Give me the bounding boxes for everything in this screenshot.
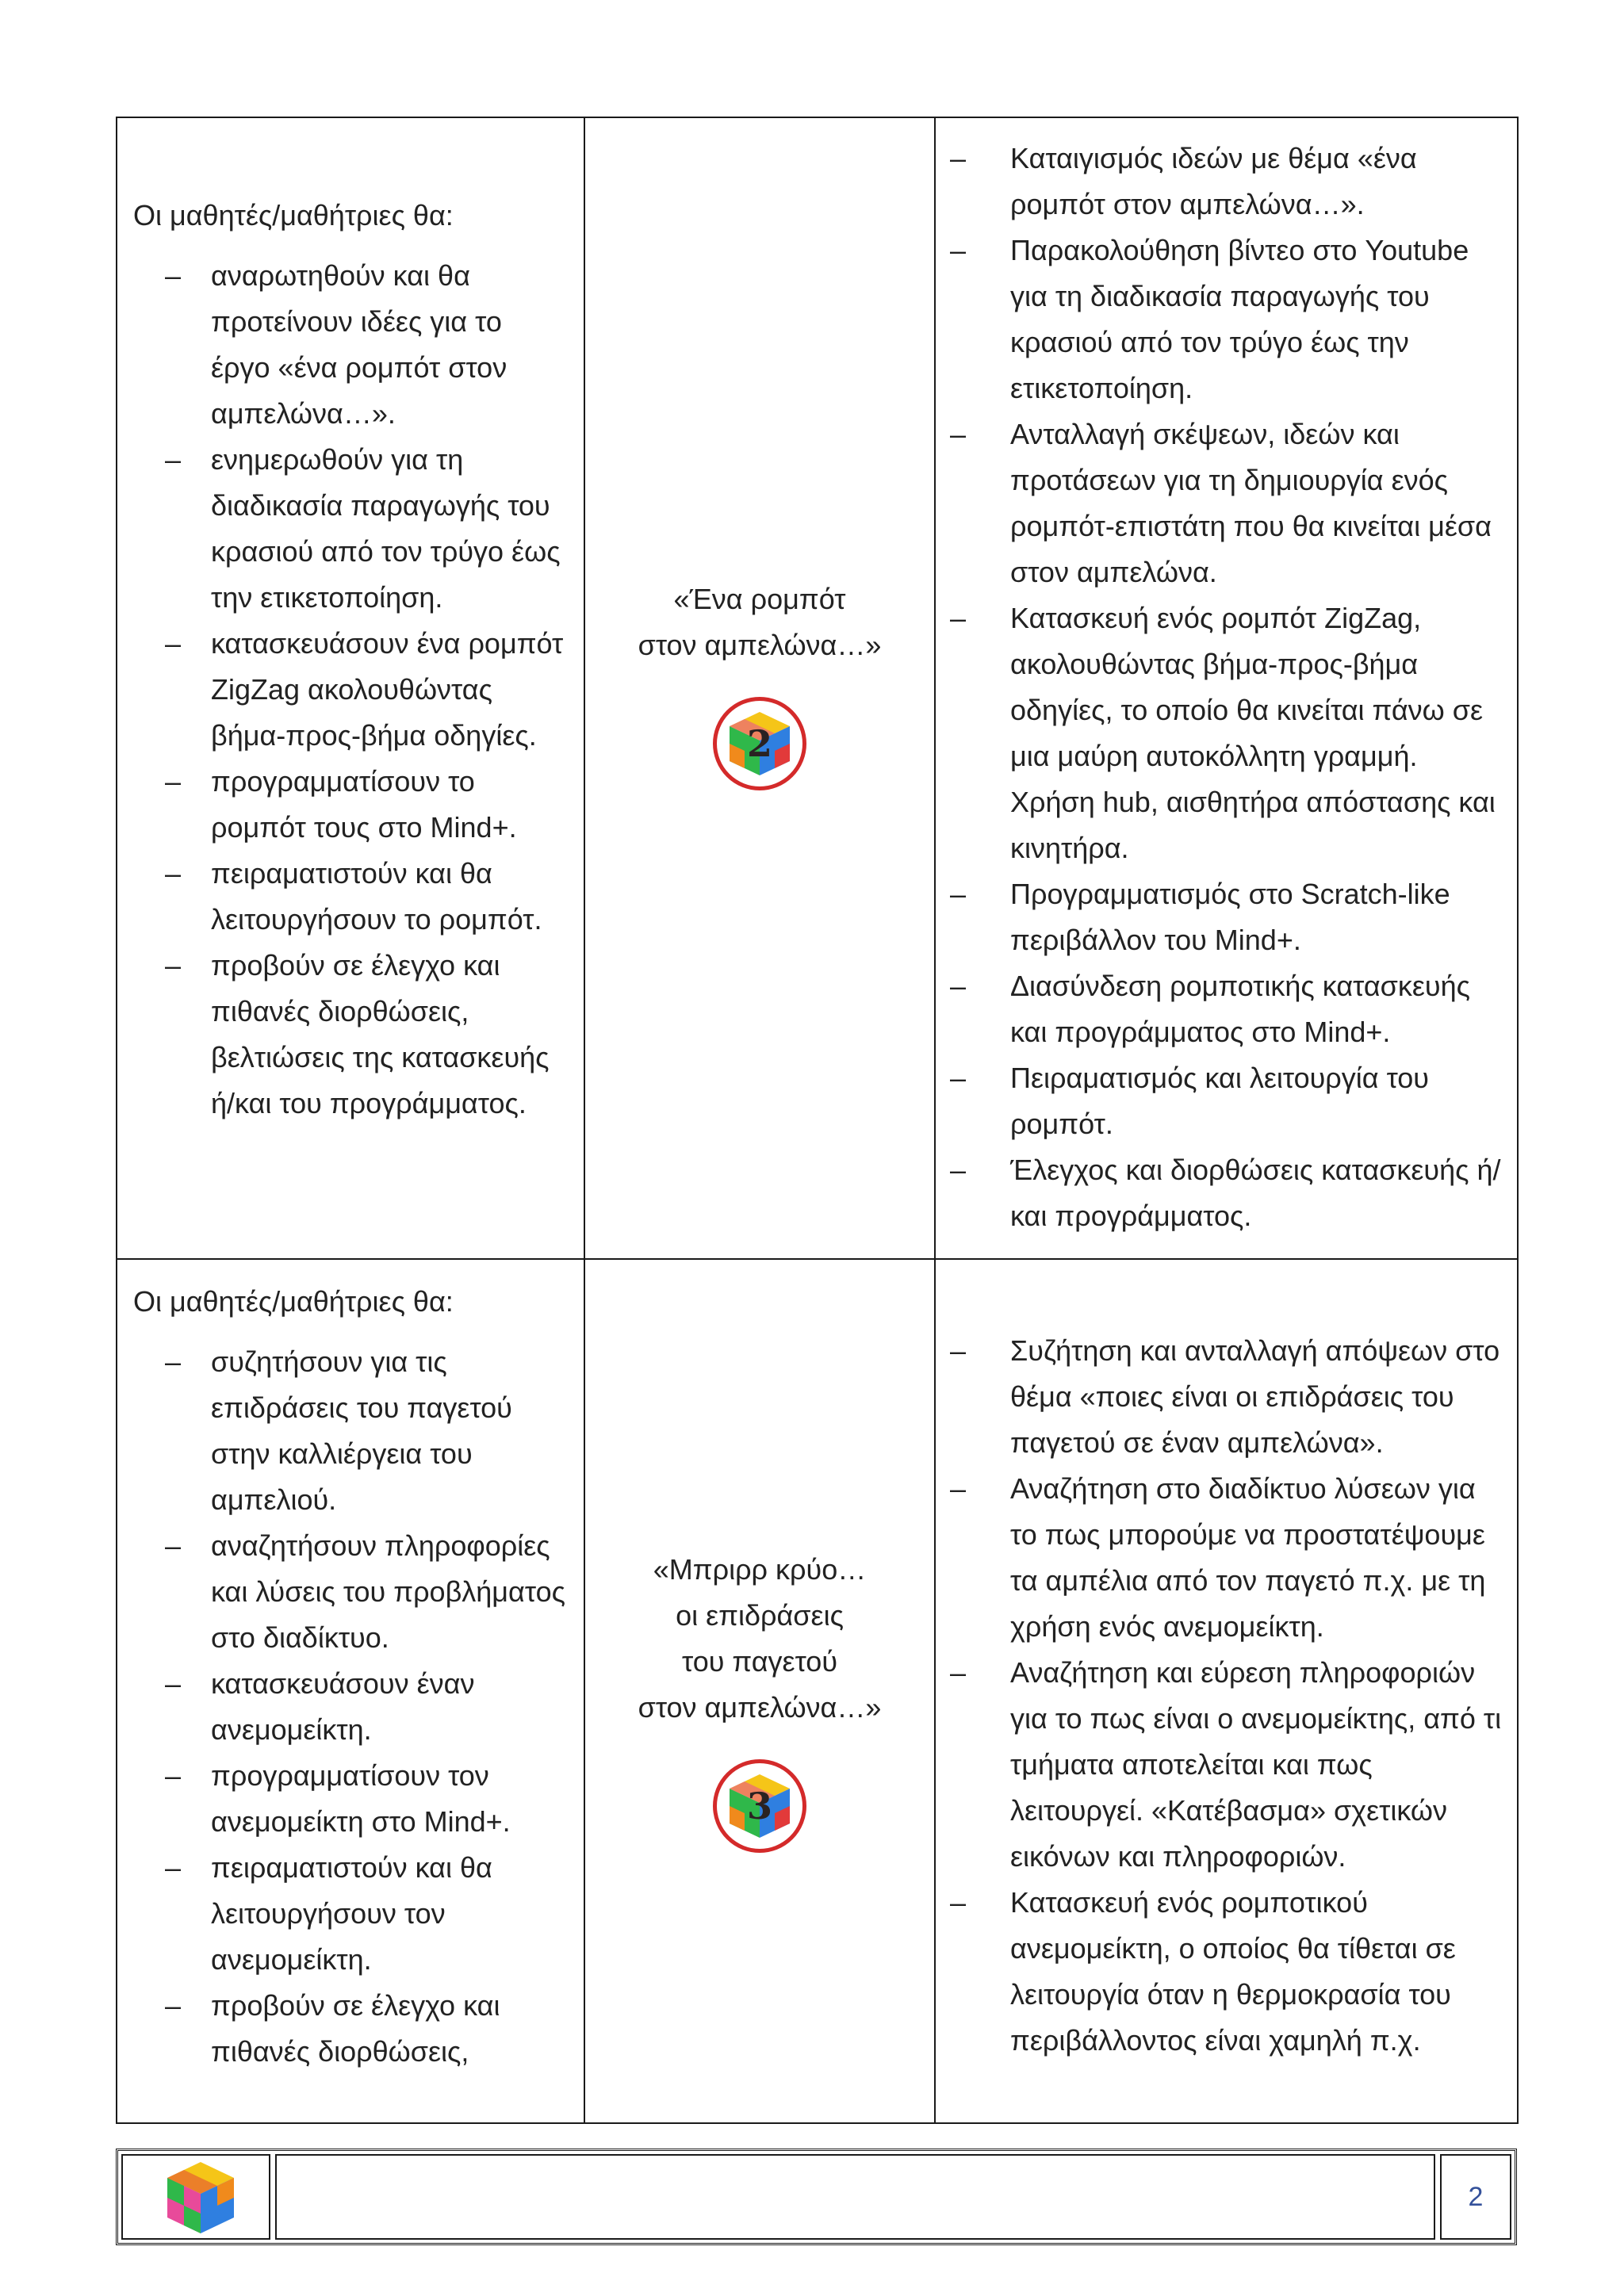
list-item: – Παρακολούθηση βίντεο στο Youtube για τη διαδικασία παραγωγής του κρασιού από τον τρύγο έως την ετικετοποίηση.	[950, 228, 1507, 411]
list-item: – Έλεγχος και διορθώσεις κατασκευής ή/και προγράμματος.	[950, 1147, 1507, 1239]
list-item: – προβούν σε έλεγχο και πιθανές διορθώσεις,	[165, 1983, 568, 2075]
list-item: – συζητήσουν για τις επιδράσεις του παγετού στην καλλιέργεια του αμπελιού.	[165, 1339, 568, 1523]
activity-title-line: στον αμπελώνα…»	[638, 1691, 882, 1724]
list-item: – Κατασκευή ενός ρομπότ ZigZag, ακολουθώντας βήμα-προς-βήμα οδηγίες, το οποίο θα κινείται πάνω σε μια μαύρη αυτοκόλλητη γραμμή. Χρήση hub, αισθητήρα απόστασης και κινητήρα.	[950, 595, 1507, 871]
badge-number: 3	[746, 1785, 772, 1827]
list-item: – προβούν σε έλεγχο και πιθανές διορθώσεις, βελτιώσεις της κατασκευής ή/και του προγράμματος.	[165, 943, 568, 1127]
list-item: – Ανταλλαγή σκέψεων, ιδεών και προτάσεων για τη δημιουργία ενός ρομπότ-επιστάτη που θα κινείται μέσα στον αμπελώνα.	[950, 411, 1507, 595]
page-number: 2	[1440, 2154, 1511, 2240]
footer-middle-box	[275, 2154, 1435, 2240]
list-item: – αναρωτηθούν και θα προτείνουν ιδέες για το έργο «ένα ρομπότ στον αμπελώνα…».	[165, 253, 568, 437]
activities-list	[950, 1328, 1507, 2064]
list-item: – Αναζήτηση και εύρεση πληροφοριών για το πως είναι ο ανεμομείκτης, από τι τμήματα αποτελείται και πως λειτουργεί. «Κατέβασμα» σχετικών εικόνων και πληροφοριών.	[950, 1650, 1507, 1880]
table-row	[117, 117, 1518, 1259]
objectives-list	[133, 253, 568, 1127]
list-item: – αναζητήσουν πληροφορίες και λύσεις του προβλήματος στο διαδίκτυο.	[165, 1523, 568, 1661]
lesson-plan-table	[116, 117, 1519, 2124]
list-item: – Συζήτηση και ανταλλαγή απόψεων στο θέμα «ποιες είναι οι επιδράσεις του παγετού σε έναν αμπελώνα».	[950, 1328, 1507, 1466]
activity-number-badge	[713, 697, 806, 790]
activity-title-line: οι επιδράσεις	[676, 1599, 844, 1632]
activity-title-cell	[584, 117, 935, 1259]
objectives-cell	[117, 117, 584, 1259]
page-footer	[116, 2149, 1517, 2245]
objectives-list	[133, 1339, 568, 2075]
list-item: – κατασκευάσουν έναν ανεμομείκτη.	[165, 1661, 568, 1753]
footer-logo-box	[121, 2154, 270, 2240]
activities-cell	[935, 1259, 1518, 2123]
list-item: – πειραματιστούν και θα λειτουργήσουν το ρομπότ.	[165, 851, 568, 943]
list-item: – προγραμματίσουν το ρομπότ τους στο Mind+.	[165, 759, 568, 851]
objectives-lead: Οι μαθητές/μαθήτριες θα:	[133, 1285, 454, 1318]
activity-title-line: «Ένα ρομπότ	[673, 583, 846, 615]
activity-number-badge	[713, 1759, 806, 1853]
list-item: – κατασκευάσουν ένα ρομπότ ZigZag ακολουθώντας βήμα-προς-βήμα οδηγίες.	[165, 621, 568, 759]
list-item: – πειραματιστούν και θα λειτουργήσουν τον ανεμομείκτη.	[165, 1845, 568, 1983]
activities-list	[950, 136, 1507, 1239]
badge-number: 2	[746, 722, 772, 765]
objectives-lead: Οι μαθητές/μαθήτριες θα:	[133, 199, 454, 232]
list-item: – ενημερωθούν για τη διαδικασία παραγωγής του κρασιού από τον τρύγο έως την ετικετοποίηση.	[165, 437, 568, 621]
list-item: – Διασύνδεση ρομποτικής κατασκευής και προγράμματος στο Mind+.	[950, 963, 1507, 1055]
activity-title-cell	[584, 1259, 935, 2123]
list-item: – προγραμματίσουν τον ανεμομείκτη στο Mind+.	[165, 1753, 568, 1845]
rubiks-cube-logo-icon	[163, 2159, 239, 2237]
list-item: – Καταιγισμός ιδεών με θέμα «ένα ρομπότ στον αμπελώνα…».	[950, 136, 1507, 228]
list-item: – Πειραματισμός και λειτουργία του ρομπότ.	[950, 1055, 1507, 1147]
list-item: – Αναζήτηση στο διαδίκτυο λύσεων για το πως μπορούμε να προστατέψουμε τα αμπέλια από τον παγετό π.χ. με τη χρήση ενός ανεμομείκτη.	[950, 1466, 1507, 1650]
activity-title-line: του παγετού	[681, 1645, 838, 1678]
list-item: – Κατασκευή ενός ρομποτικού ανεμομείκτη, ο οποίος θα τίθεται σε λειτουργία όταν η θερμοκρασία του περιβάλλοντος είναι χαμηλή π.χ.	[950, 1880, 1507, 2064]
activities-cell	[935, 117, 1518, 1259]
activity-title-line: «Μπριρρ κρύο…	[653, 1553, 867, 1586]
activity-title-line: στον αμπελώνα…»	[638, 629, 882, 661]
table-row	[117, 1259, 1518, 2123]
list-item: – Προγραμματισμός στο Scratch-like περιβάλλον του Mind+.	[950, 871, 1507, 963]
objectives-cell	[117, 1259, 584, 2123]
